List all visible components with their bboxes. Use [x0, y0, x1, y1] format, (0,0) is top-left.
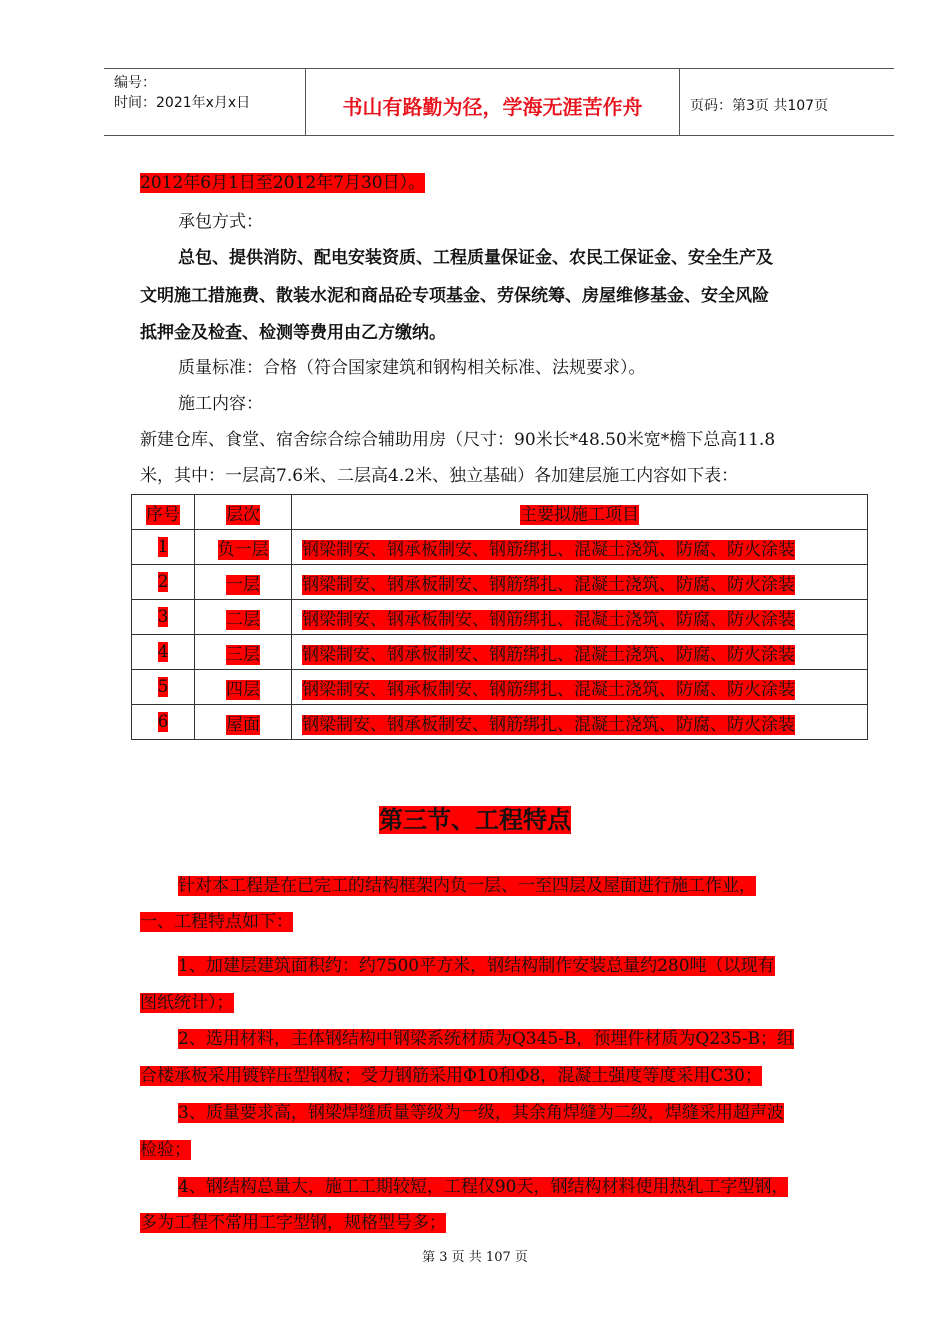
table-row [132, 565, 868, 600]
row-floor: 屋面 [226, 714, 260, 735]
construction-table [131, 494, 868, 740]
header-page-number: 页码：第3页 共107页 [690, 98, 829, 114]
para-5-line-1 [178, 1172, 788, 1197]
header-motto: 书山有路勤为径，学海无涯苦作舟 [306, 69, 680, 135]
page-header [104, 68, 894, 136]
bold-line-1: 总包、提供消防、配电安装资质、工程质量保证金、农民工保证金、安全生产及 [178, 248, 773, 268]
para-2-line-1 [178, 951, 775, 976]
row-items: 钢梁制安、钢承板制安、钢筋绑扎、混凝土浇筑、防腐、防火涂装 [302, 574, 795, 595]
table-header-cell [292, 495, 868, 530]
date-range-line [140, 168, 425, 193]
table-cell [195, 635, 292, 670]
section-heading-text: 第三节、工程特点 [379, 806, 571, 834]
quality-standard: 质量标准：合格（符合国家建筑和钢构相关标准、法规要求）。 [178, 358, 646, 378]
table-cell [292, 670, 868, 705]
header-bianhao: 编号： [114, 75, 156, 91]
row-items: 钢梁制安、钢承板制安、钢筋绑扎、混凝土浇筑、防腐、防火涂装 [302, 539, 795, 560]
table-header-cell [132, 495, 195, 530]
table-cell [132, 705, 195, 740]
table-cell [195, 565, 292, 600]
bold-line-2: 文明施工措施费、散装水泥和商品砼专项基金、劳保统筹、房屋维修基金、安全风险 [140, 286, 769, 306]
table-cell [292, 635, 868, 670]
page-footer: 第 3 页 共 107 页 [422, 1250, 528, 1265]
content-line-1: 新建仓库、食堂、宿舍综合综合辅助用房（尺寸：90米长*48.50米宽*檐下总高11.8 [140, 430, 776, 450]
para-text: 图纸统计）； [140, 993, 234, 1013]
row-floor: 负一层 [217, 539, 269, 560]
table-header-cell [195, 495, 292, 530]
para-text: 针对本工程是在已完工的结构框架内负一层、一至四层及屋面进行施工作业， [178, 876, 756, 896]
row-number: 4 [157, 642, 169, 662]
para-1-line-2 [140, 907, 293, 932]
para-text: 一、工程特点如下： [140, 912, 293, 932]
para-text: 合楼承板采用镀锌压型钢板；受力钢筋采用Φ10和Φ8，混凝土强度等度采用C30； [140, 1066, 762, 1086]
table-cell [132, 600, 195, 635]
para-text: 多为工程不常用工字型钢，规格型号多； [140, 1213, 446, 1233]
para-2-line-2 [140, 988, 234, 1013]
date-range-text: 2012年6月1日至2012年7月30日）。 [140, 173, 426, 193]
table-cell [292, 600, 868, 635]
row-number: 1 [157, 537, 169, 557]
chengbao-label: 承包方式： [178, 212, 263, 232]
header-meta [104, 69, 306, 135]
table-cell [132, 530, 195, 565]
row-floor: 四层 [226, 679, 260, 700]
table-cell [132, 670, 195, 705]
row-items: 钢梁制安、钢承板制安、钢筋绑扎、混凝土浇筑、防腐、防火涂装 [302, 714, 795, 735]
para-5-line-2 [140, 1208, 446, 1233]
para-4-line-2 [140, 1135, 191, 1160]
table-cell [195, 530, 292, 565]
table-cell [195, 670, 292, 705]
row-items: 钢梁制安、钢承板制安、钢筋绑扎、混凝土浇筑、防腐、防火涂装 [302, 644, 795, 665]
row-number: 3 [157, 607, 169, 627]
table-cell [292, 705, 868, 740]
table-cell [292, 565, 868, 600]
header-shijian: 时间：2021年x月x日 [114, 95, 251, 111]
row-number: 5 [157, 677, 169, 697]
para-text: 4、钢结构总量大，施工工期较短，工程仅90天，钢结构材料使用热轧工字型钢， [178, 1177, 789, 1197]
section-heading [0, 800, 950, 835]
para-text: 3、质量要求高，钢梁焊缝质量等级为一级，其余角焊缝为二级，焊缝采用超声波 [178, 1103, 784, 1123]
table-cell [132, 635, 195, 670]
header-cengci: 层次 [226, 504, 260, 525]
header-xiangmu: 主要拟施工项目 [520, 504, 639, 525]
table-row [132, 705, 868, 740]
para-1-line-1 [178, 871, 756, 896]
para-3-line-1 [178, 1024, 794, 1049]
row-floor: 一层 [226, 574, 260, 595]
row-items: 钢梁制安、钢承板制安、钢筋绑扎、混凝土浇筑、防腐、防火涂装 [302, 679, 795, 700]
table-row [132, 635, 868, 670]
para-text: 检验； [140, 1140, 191, 1160]
para-text: 2、选用材料，主体钢结构中钢梁系统材质为Q345-B，预埋件材质为Q235-B；组 [178, 1029, 795, 1049]
header-xuhao: 序号 [146, 504, 180, 525]
row-number: 6 [157, 712, 169, 732]
table-header-row [132, 495, 868, 530]
table-cell [195, 600, 292, 635]
row-number: 2 [157, 572, 169, 592]
table-row [132, 670, 868, 705]
table-cell [195, 705, 292, 740]
row-floor: 三层 [226, 644, 260, 665]
row-floor: 二层 [226, 609, 260, 630]
table-cell [292, 530, 868, 565]
content-label: 施工内容： [178, 394, 263, 414]
table-row [132, 600, 868, 635]
content-line-2: 米，其中：一层高7.6米、二层高4.2米、独立基础）各加建层施工内容如下表： [140, 466, 739, 486]
para-3-line-2 [140, 1061, 762, 1086]
bold-line-3: 抵押金及检查、检测等费用由乙方缴纳。 [140, 323, 446, 343]
para-text: 1、加建层建筑面积约：约7500平方米，钢结构制作安装总量约280吨（以现有 [178, 956, 775, 976]
table-row [132, 530, 868, 565]
table-cell [132, 565, 195, 600]
row-items: 钢梁制安、钢承板制安、钢筋绑扎、混凝土浇筑、防腐、防火涂装 [302, 609, 795, 630]
para-4-line-1 [178, 1098, 784, 1123]
